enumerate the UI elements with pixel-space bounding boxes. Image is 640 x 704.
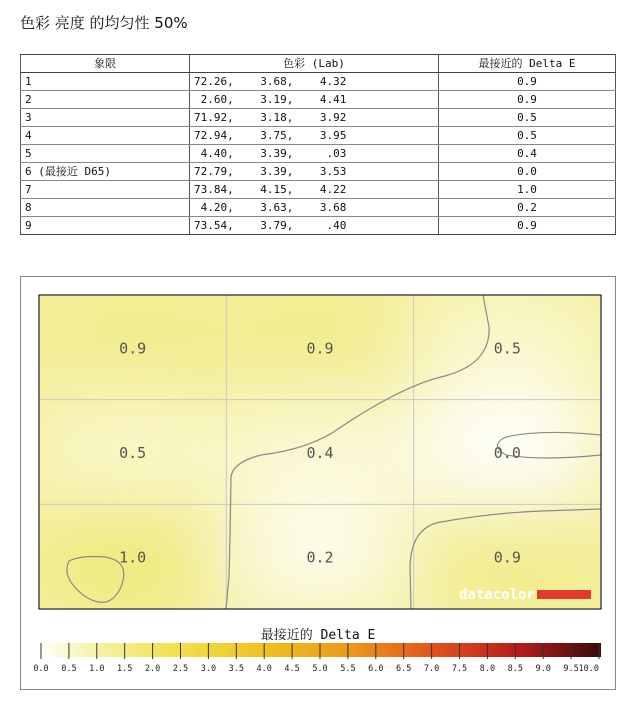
- lab-cell: 4.40, 3.39, .03: [190, 145, 439, 163]
- uniformity-chart-frame: [20, 276, 616, 690]
- cell-value-label: 0.0: [493, 444, 521, 462]
- quadrant-cell: 7: [21, 181, 190, 199]
- table-header-row: [21, 55, 616, 73]
- table-row: [21, 163, 616, 181]
- colorbar-tick-label: 8.5: [507, 664, 523, 674]
- lab-cell: 72.79, 3.39, 3.53: [190, 163, 439, 181]
- delta-e-cell: 0.2: [439, 199, 616, 217]
- cell-value-label: 1.0: [119, 548, 147, 567]
- colorbar-tick-label: 9.5: [563, 664, 579, 674]
- colorbar-title: 最接近的 Delta E: [260, 628, 376, 643]
- quadrant-cell: 6 (最接近 D65): [21, 163, 190, 181]
- quadrant-cell: 2: [21, 91, 190, 109]
- colorbar-tick-label: 10.0: [578, 664, 599, 674]
- delta-e-cell: 1.0: [439, 181, 616, 199]
- colorbar-tick-label: 6.5: [396, 664, 412, 674]
- table-row: [21, 73, 616, 91]
- table-row: [21, 91, 616, 109]
- table-row: [21, 181, 616, 199]
- lab-cell: 73.54, 3.79, .40: [190, 217, 439, 235]
- header-lab: 色彩 (Lab): [190, 55, 439, 73]
- quadrant-cell: 4: [21, 127, 190, 145]
- colorbar-tick-label: 5.0: [312, 664, 328, 674]
- colorbar-tick-label: 1.0: [89, 664, 105, 674]
- table-row: [21, 199, 616, 217]
- colorbar-tick-label: 4.0: [256, 664, 272, 674]
- header-quadrant: 象限: [21, 55, 190, 73]
- delta-e-cell: 0.5: [439, 127, 616, 145]
- cell-value-label: 0.5: [493, 339, 521, 358]
- lab-cell: 2.60, 3.19, 4.41: [190, 91, 439, 109]
- delta-e-cell: 0.9: [439, 217, 616, 235]
- lab-cell: 4.20, 3.63, 3.68: [190, 199, 439, 217]
- quadrant-cell: 1: [21, 73, 190, 91]
- quadrant-cell: 8: [21, 199, 190, 217]
- cell-value-label: 0.9: [493, 548, 521, 567]
- quadrant-cell: 3: [21, 109, 190, 127]
- page-title: 色彩 亮度 的均匀性 50%: [20, 14, 188, 32]
- uniformity-heatmap: [21, 277, 615, 689]
- colorbar-tick-label: 2.5: [172, 664, 189, 674]
- header-delta-e: 最接近的 Delta E: [439, 55, 616, 73]
- delta-e-cell: 0.9: [439, 91, 616, 109]
- colorbar-tick-label: 0.0: [33, 664, 49, 674]
- cell-value-label: 0.2: [306, 548, 334, 567]
- colorbar-tick-label: 9.0: [535, 664, 551, 674]
- colorbar-tick-label: 2.0: [144, 664, 161, 674]
- lab-cell: 73.84, 4.15, 4.22: [190, 181, 439, 199]
- watermark-bar: [537, 590, 591, 599]
- colorbar-tick-label: 3.0: [200, 664, 217, 674]
- table-row: [21, 127, 616, 145]
- colorbar-tick-label: 6.0: [368, 664, 384, 674]
- cell-value-label: 0.4: [306, 444, 334, 462]
- colorbar-tick-label: 1.5: [117, 664, 133, 674]
- lab-cell: 72.26, 3.68, 4.32: [190, 73, 439, 91]
- cell-value-label: 0.5: [119, 444, 147, 462]
- cell-value-label: 0.9: [119, 339, 147, 358]
- quadrant-cell: 5: [21, 145, 190, 163]
- delta-e-cell: 0.5: [439, 109, 616, 127]
- colorbar-tick-label: 7.0: [423, 664, 440, 674]
- uniformity-table: [20, 54, 616, 235]
- delta-e-cell: 0.0: [439, 163, 616, 181]
- table-row: [21, 109, 616, 127]
- lab-cell: 71.92, 3.18, 3.92: [190, 109, 439, 127]
- colorbar-tick-label: 0.5: [61, 664, 77, 674]
- colorbar-tick-label: 8.0: [479, 664, 496, 674]
- colorbar-tick-label: 5.5: [340, 664, 356, 674]
- watermark-text: datacolor: [459, 587, 535, 603]
- cell-value-label: 0.9: [306, 339, 334, 358]
- table-row: [21, 217, 616, 235]
- delta-e-cell: 0.4: [439, 145, 616, 163]
- colorbar-tick-label: 3.5: [228, 664, 244, 674]
- colorbar-tick-label: 4.5: [284, 664, 300, 674]
- quadrant-cell: 9: [21, 217, 190, 235]
- table-row: [21, 145, 616, 163]
- lab-cell: 72.94, 3.75, 3.95: [190, 127, 439, 145]
- colorbar-tick-label: 7.5: [451, 664, 468, 674]
- delta-e-cell: 0.9: [439, 73, 616, 91]
